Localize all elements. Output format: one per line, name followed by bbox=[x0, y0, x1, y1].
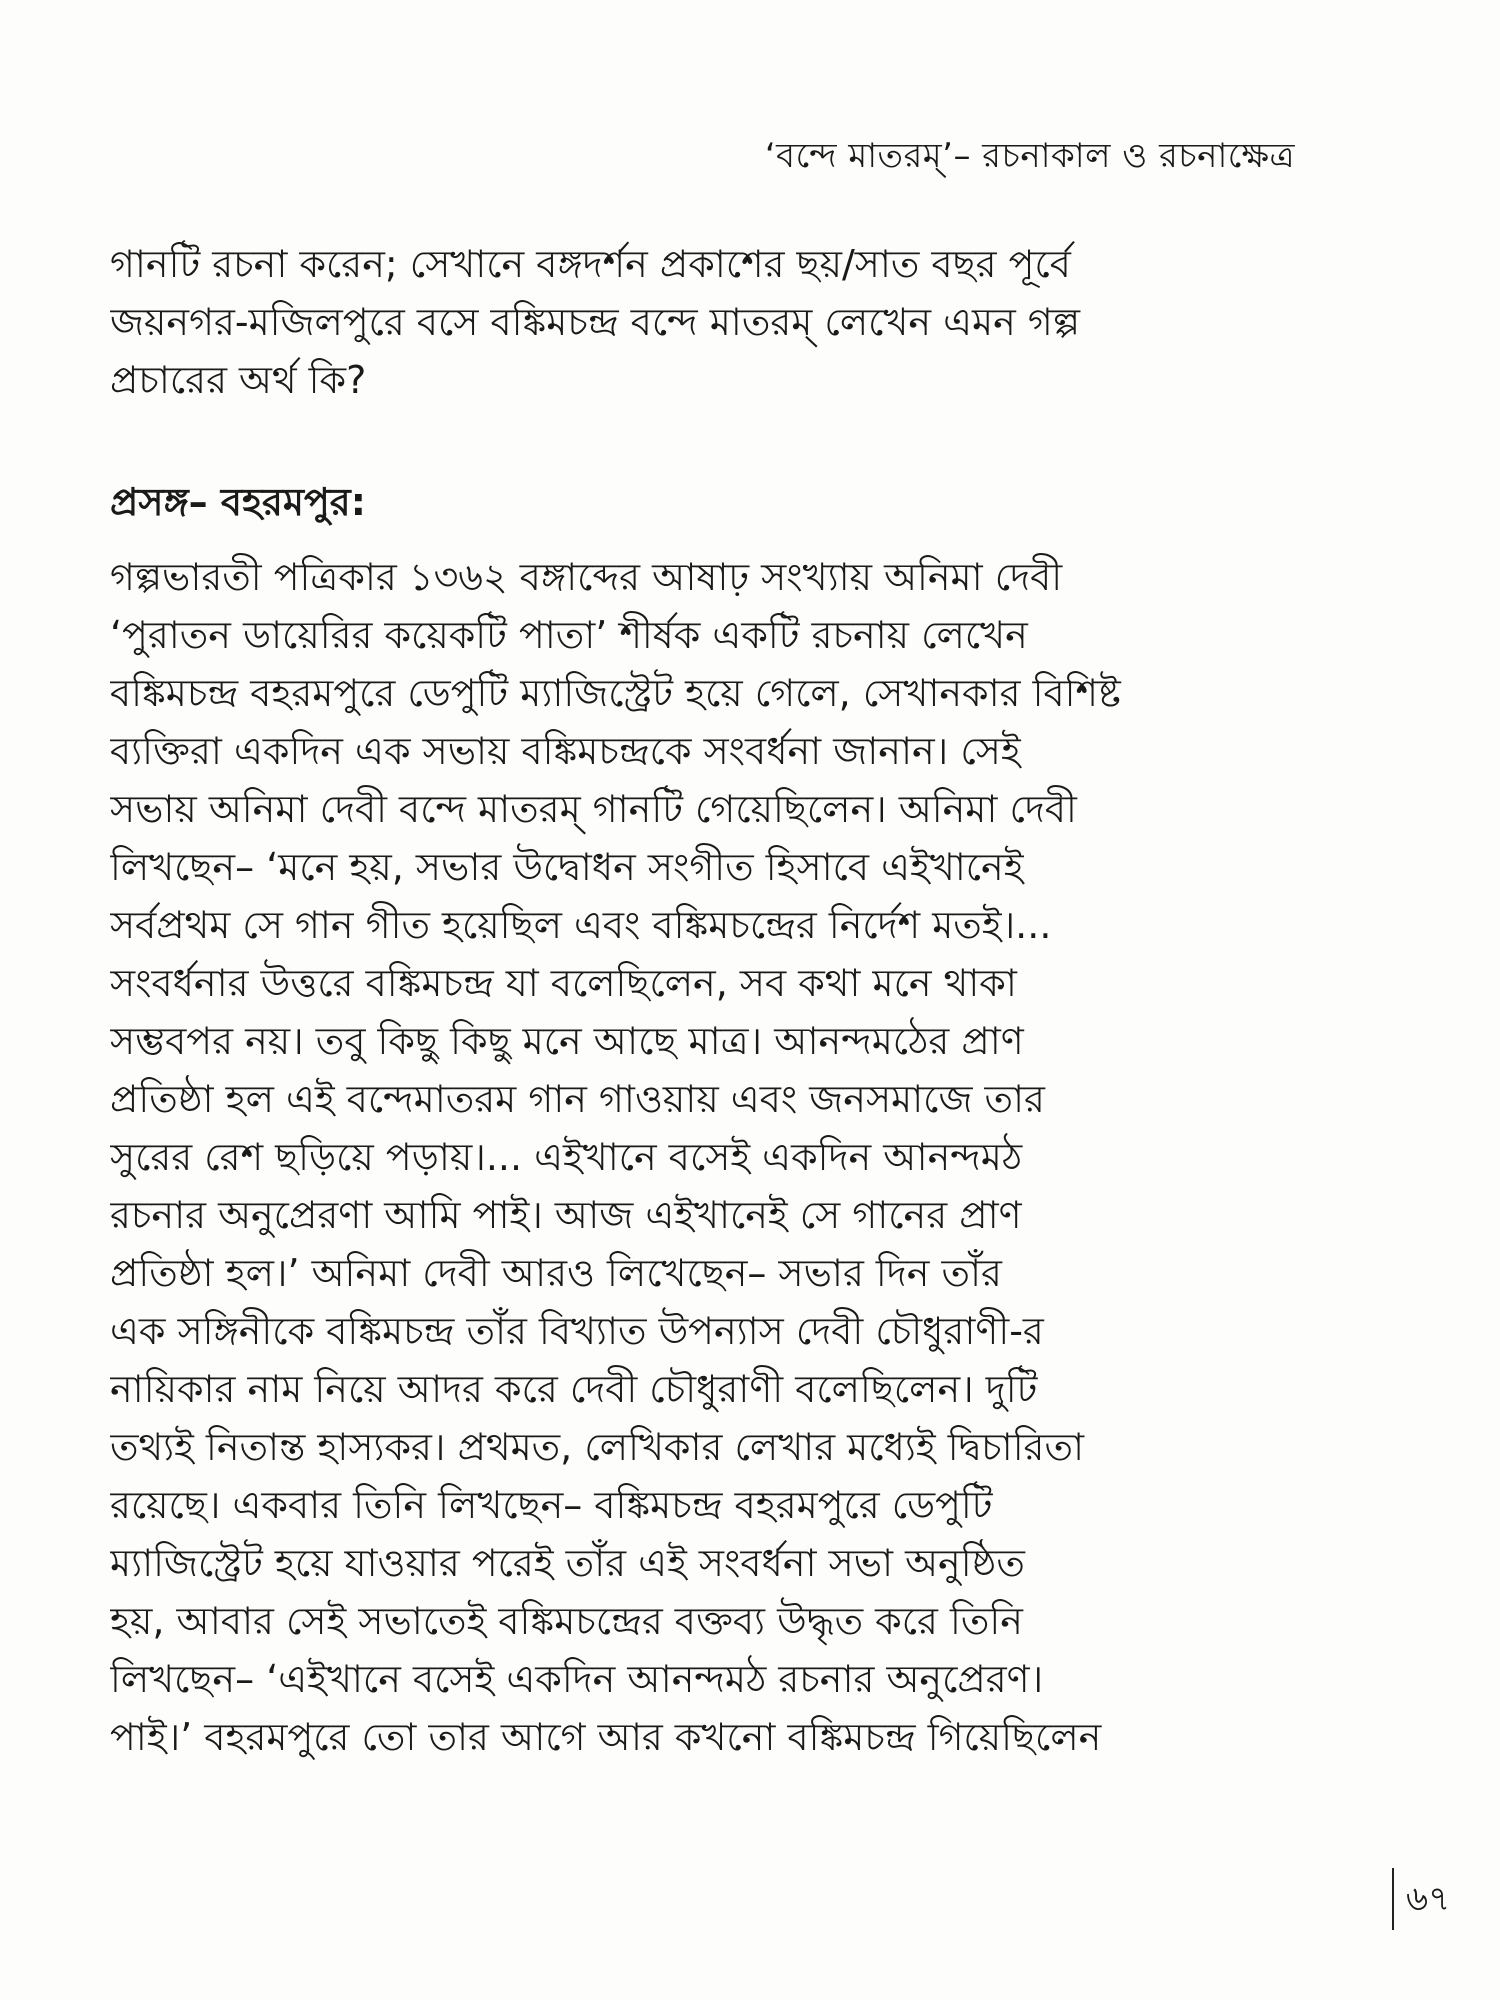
paragraph-2 bbox=[110, 548, 1320, 1766]
text-line: নায়িকার নাম নিয়ে আদর করে দেবী চৌধুরাণী বলেছিলেন। দুটি bbox=[110, 1367, 1038, 1411]
paragraph-1 bbox=[110, 235, 1320, 409]
text-line: জয়নগর-মজিলপুরে বসে বঙ্কিমচন্দ্র বন্দে মাতরম্ লেখেন এমন গল্প bbox=[110, 300, 1080, 344]
section-heading: প্রসঙ্গ– বহরমপুর: bbox=[110, 480, 366, 524]
text-line: প্রতিষ্ঠা হল।’ অনিমা দেবী আরও লিখেছেন– সভার দিন তাঁর bbox=[110, 1251, 1002, 1295]
text-line: লিখছেন– ‘এইখানে বসেই একদিন আনন্দমঠ রচনার অনুপ্রেরণ। bbox=[110, 1657, 1044, 1701]
text-line: সম্ভবপর নয়। তবু কিছু কিছু মনে আছে মাত্র। আনন্দমঠের প্রাণ bbox=[110, 1019, 1024, 1063]
text-line: পাই।’ বহরমপুরে তো তার আগে আর কখনো বঙ্কিমচন্দ্র গিয়েছিলেন bbox=[110, 1715, 1102, 1759]
text-line: সুরের রেশ ছড়িয়ে পড়ায়।... এইখানে বসেই একদিন আনন্দমঠ bbox=[110, 1135, 1023, 1179]
running-head: ‘বন্দে মাতরম্’– রচনাকাল ও রচনাক্ষেত্র bbox=[764, 136, 1295, 176]
text-line: রয়েছে। একবার তিনি লিখছেন– বঙ্কিমচন্দ্র বহরমপুরে ডেপুটি bbox=[110, 1483, 993, 1527]
text-line: সভায় অনিমা দেবী বন্দে মাতরম্ গানটি গেয়েছিলেন। অনিমা দেবী bbox=[110, 787, 1077, 831]
text-line: হয়, আবার সেই সভাতেই বঙ্কিমচন্দ্রের বক্তব্য উদ্ধৃত করে তিনি bbox=[110, 1599, 1023, 1643]
text-line: রচনার অনুপ্রেরণা আমি পাই। আজ এইখানেই সে গানের প্রাণ bbox=[110, 1193, 1022, 1237]
text-line: লিখছেন– ‘মনে হয়, সভার উদ্বোধন সংগীত হিসাবে এইখানেই bbox=[110, 845, 1024, 889]
text-line: এক সঙ্গিনীকে বঙ্কিমচন্দ্র তাঁর বিখ্যাত উপন্যাস দেবী চৌধুরাণী-র bbox=[110, 1309, 1044, 1353]
text-line: প্রতিষ্ঠা হল এই বন্দেমাতরম গান গাওয়ায় এবং জনসমাজে তার bbox=[110, 1077, 1045, 1121]
page-number: ৬৭ bbox=[1392, 1868, 1450, 1930]
text-line: ‘পুরাতন ডায়েরির কয়েকটি পাতা’ শীর্ষক একটি রচনায় লেখেন bbox=[110, 613, 1028, 657]
text-line: বঙ্কিমচন্দ্র বহরমপুরে ডেপুটি ম্যাজিস্ট্রেট হয়ে গেলে, সেখানকার বিশিষ্ট bbox=[110, 671, 1121, 715]
text-line: গল্পভারতী পত্রিকার ১৩৬২ বঙ্গাব্দের আষাঢ় সংখ্যায় অনিমা দেবী bbox=[110, 555, 1063, 599]
text-line: সংবর্ধনার উত্তরে বঙ্কিমচন্দ্র যা বলেছিলেন, সব কথা মনে থাকা bbox=[110, 961, 1017, 1005]
text-line: সর্বপ্রথম সে গান গীত হয়েছিল এবং বঙ্কিমচন্দ্রের নির্দেশ মতই।... bbox=[110, 903, 1052, 947]
text-line: গানটি রচনা করেন; সেখানে বঙ্গদর্শন প্রকাশের ছয়/সাত বছর পূর্বে bbox=[110, 242, 1071, 286]
text-line: তথ্যই নিতান্ত হাস্যকর। প্রথমত, লেখিকার লেখার মধ্যেই দ্বিচারিতা bbox=[110, 1425, 1084, 1469]
text-line: ব্যক্তিরা একদিন এক সভায় বঙ্কিমচন্দ্রকে সংবর্ধনা জানান। সেই bbox=[110, 729, 1021, 773]
text-line: প্রচারের অর্থ কি? bbox=[110, 358, 367, 402]
text-line: ম্যাজিস্ট্রেট হয়ে যাওয়ার পরেই তাঁর এই সংবর্ধনা সভা অনুষ্ঠিত bbox=[110, 1541, 1025, 1585]
